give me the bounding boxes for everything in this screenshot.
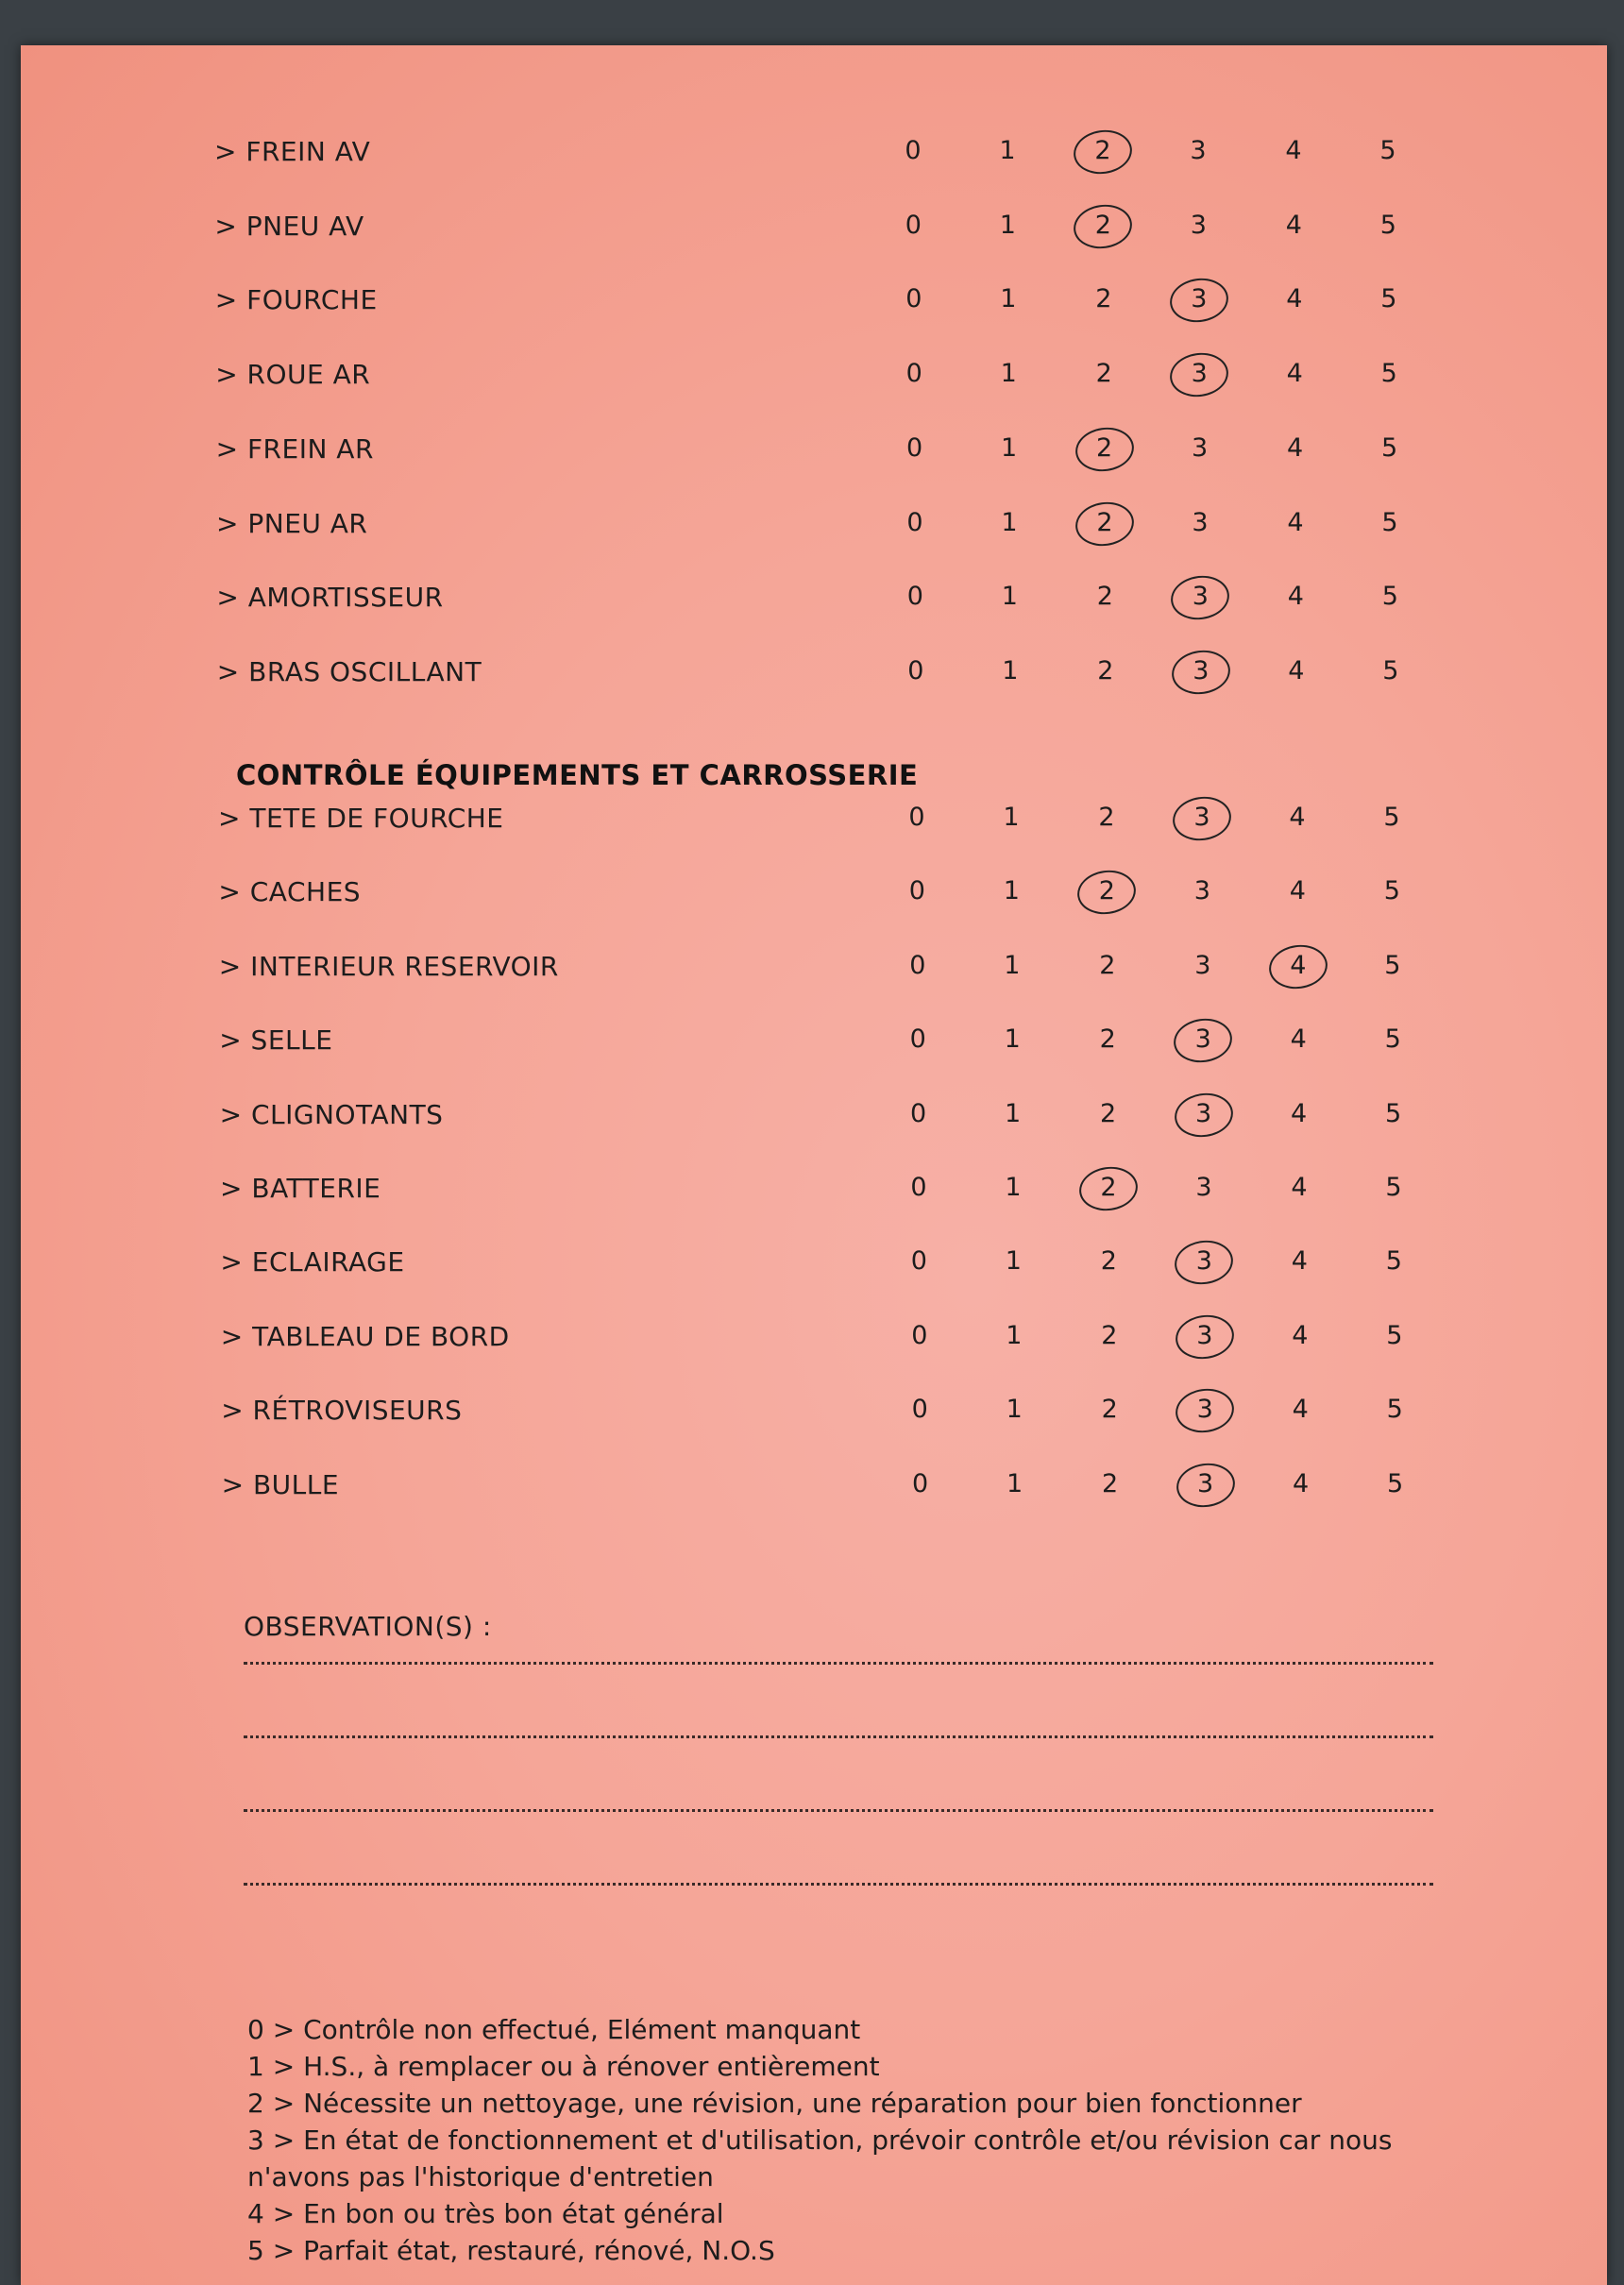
score-option-4[interactable]: 4 [1286,284,1303,314]
score-option-4[interactable]: 4 [1288,655,1305,686]
score-option-1[interactable]: 1 [1005,1098,1022,1128]
score-option-2[interactable]: 2 [1070,205,1136,246]
score-option-2[interactable]: 2 [1100,1098,1117,1128]
score-option-4[interactable]: 4 [1285,136,1302,165]
score-option-5[interactable]: 5 [1379,136,1396,165]
score-option-2[interactable]: 2 [1074,871,1140,912]
score-option-5[interactable]: 5 [1385,1173,1402,1202]
score-option-0[interactable]: 0 [910,1173,927,1202]
score-option-3[interactable]: 3 [1173,1464,1239,1505]
control-row-label: > PNEU AR [216,507,368,539]
score-option-5[interactable]: 5 [1381,507,1398,537]
control-row-label: > FREIN AV [214,136,371,167]
score-option-0[interactable]: 0 [905,284,922,314]
score-option-3[interactable]: 3 [1195,1173,1212,1202]
legend-item: 4 > En bon ou très bon état général [247,2198,724,2229]
score-option-4[interactable]: 4 [1290,1024,1307,1055]
score-option-1[interactable]: 1 [1003,803,1020,832]
control-row-label: > INTERIEUR RESERVOIR [218,950,559,982]
score-option-3[interactable]: 3 [1192,432,1209,463]
observation-line[interactable] [244,1735,1433,1738]
score-option-1[interactable]: 1 [1005,1246,1022,1277]
control-row [219,938,1446,994]
control-row-label: > FREIN AR [215,432,374,465]
control-row [217,643,1445,700]
control-row [214,197,1442,254]
control-row [220,1159,1447,1216]
score-option-1[interactable]: 1 [1001,432,1018,463]
score-option-2[interactable]: 2 [1095,359,1112,389]
score-option-0[interactable]: 0 [905,136,922,165]
score-option-3[interactable]: 3 [1190,210,1207,240]
score-option-5[interactable]: 5 [1380,284,1397,314]
score-option-3[interactable]: 3 [1167,576,1233,618]
score-option-3[interactable]: 3 [1192,507,1209,537]
control-row [218,863,1446,920]
score-option-0[interactable]: 0 [909,1024,926,1055]
score-option-4[interactable]: 4 [1285,210,1302,240]
score-option-5[interactable]: 5 [1380,359,1397,389]
score-option-2[interactable]: 2 [1099,1024,1116,1055]
score-option-1[interactable]: 1 [1001,582,1018,612]
score-option-2[interactable]: 2 [1100,1246,1117,1277]
control-row-label: > AMORTISSEUR [216,582,444,614]
score-option-0[interactable]: 0 [907,655,924,686]
control-row-label: > CLIGNOTANTS [219,1098,444,1130]
control-row-label: > SELLE [219,1024,333,1057]
score-option-1[interactable]: 1 [1006,1320,1023,1350]
legend-item: 0 > Contrôle non effectué, Elément manquant [247,2014,861,2045]
control-row-label: > TETE DE FOURCHE [218,803,504,834]
score-option-3[interactable]: 3 [1166,353,1232,395]
score-option-4[interactable]: 4 [1291,1098,1308,1128]
score-option-0[interactable]: 0 [905,210,922,240]
score-option-5[interactable]: 5 [1381,432,1398,463]
observation-line[interactable] [244,1662,1433,1665]
observation-line[interactable] [244,1883,1433,1886]
score-option-2[interactable]: 2 [1101,1320,1118,1350]
score-option-2[interactable]: 2 [1098,803,1115,832]
score-option-0[interactable]: 0 [908,803,925,832]
score-option-1[interactable]: 1 [999,210,1016,240]
score-option-1[interactable]: 1 [1003,876,1020,906]
control-row [222,1456,1449,1513]
score-option-5[interactable]: 5 [1381,582,1398,612]
score-option-1[interactable]: 1 [1004,1024,1021,1055]
score-option-5[interactable]: 5 [1386,1395,1403,1425]
score-option-4[interactable]: 4 [1287,582,1304,612]
score-option-0[interactable]: 0 [910,1098,927,1128]
control-row-label: > CACHES [218,876,362,908]
score-option-3[interactable]: 3 [1170,1019,1236,1060]
control-row [219,1011,1446,1068]
score-option-0[interactable]: 0 [906,507,923,537]
score-option-1[interactable]: 1 [1000,359,1017,389]
score-option-0[interactable]: 0 [909,950,926,980]
score-option-0[interactable]: 0 [910,1246,927,1277]
score-option-1[interactable]: 1 [1007,1468,1023,1498]
score-option-0[interactable]: 0 [905,359,922,389]
score-option-3[interactable]: 3 [1194,950,1211,980]
score-option-4[interactable]: 4 [1292,1320,1309,1350]
control-row [221,1381,1448,1438]
score-option-4[interactable]: 4 [1286,359,1303,389]
score-option-5[interactable]: 5 [1384,950,1401,980]
score-option-3[interactable]: 3 [1193,876,1210,906]
score-option-2[interactable]: 2 [1096,582,1113,612]
score-option-4[interactable]: 4 [1289,876,1306,906]
score-option-2[interactable]: 2 [1099,950,1116,980]
score-option-3[interactable]: 3 [1190,136,1207,165]
score-option-4[interactable]: 4 [1289,803,1306,832]
score-option-1[interactable]: 1 [1004,950,1021,980]
score-option-4[interactable]: 4 [1291,1246,1308,1277]
score-option-4[interactable]: 4 [1292,1395,1309,1425]
control-row-label: > RÉTROVISEURS [221,1395,463,1427]
control-row [215,346,1443,402]
control-row [218,789,1446,846]
score-option-3[interactable]: 3 [1172,1315,1238,1357]
control-row [220,1086,1447,1142]
rating-legend [247,2011,1456,2269]
legend-item: 5 > Parfait état, restauré, rénové, N.O.S [247,2235,775,2266]
control-row [215,271,1443,328]
control-row [216,568,1444,625]
score-option-0[interactable]: 0 [912,1468,929,1498]
score-option-1[interactable]: 1 [999,136,1016,165]
score-option-2[interactable]: 2 [1095,284,1112,314]
observation-line[interactable] [244,1809,1433,1812]
score-option-5[interactable]: 5 [1384,1024,1401,1055]
score-option-5[interactable]: 5 [1383,876,1400,906]
control-row [216,420,1444,477]
score-option-1[interactable]: 1 [1005,1173,1022,1202]
control-row [220,1233,1447,1290]
score-option-3[interactable]: 3 [1166,279,1232,320]
score-option-2[interactable]: 2 [1101,1395,1118,1425]
score-option-1[interactable]: 1 [1001,507,1018,537]
score-option-2[interactable]: 2 [1102,1468,1119,1498]
control-row-label: > TABLEAU DE BORD [220,1320,510,1352]
control-row-label: > BRAS OSCILLANT [216,655,482,687]
score-option-1[interactable]: 1 [1006,1395,1023,1425]
score-option-2[interactable]: 2 [1072,428,1138,469]
score-option-3[interactable]: 3 [1169,797,1235,838]
control-row-label: > BATTERIE [220,1173,381,1204]
control-row [216,495,1444,551]
control-row-label: > BULLE [221,1468,340,1500]
control-row-label: > ROUE AR [215,359,371,391]
score-option-0[interactable]: 0 [911,1320,928,1350]
legend-item: 2 > Nécessite un nettoyage, une révision, une réparation pour bien fonctionner [247,2088,1302,2119]
score-option-2[interactable]: 2 [1075,1167,1142,1209]
score-option-5[interactable]: 5 [1379,210,1396,240]
score-option-0[interactable]: 0 [911,1395,928,1425]
control-row-label: > PNEU AV [214,210,364,242]
score-option-5[interactable]: 5 [1385,1246,1402,1277]
legend-item: 1 > H.S., à remplacer ou à rénover entièrement [247,2051,880,2082]
score-option-2[interactable]: 2 [1070,130,1136,172]
score-option-5[interactable]: 5 [1387,1468,1404,1498]
score-option-1[interactable]: 1 [1002,655,1019,686]
score-option-3[interactable]: 3 [1168,651,1234,692]
score-option-3[interactable]: 3 [1172,1389,1238,1430]
score-option-4[interactable]: 4 [1265,945,1331,987]
control-row-label: > FOURCHE [214,284,378,316]
score-option-5[interactable]: 5 [1382,655,1399,686]
score-option-2[interactable]: 2 [1072,502,1138,544]
control-row [214,123,1442,179]
score-option-4[interactable]: 4 [1287,507,1304,537]
legend-item: 3 > En état de fonctionnement et d'utilisation, prévoir contrôle et/ou révision car nous n'avons pas l'historique d'entretien [247,2124,1393,2192]
score-option-3[interactable]: 3 [1171,1241,1237,1282]
score-option-3[interactable]: 3 [1171,1093,1237,1135]
score-option-4[interactable]: 4 [1293,1468,1310,1498]
score-option-1[interactable]: 1 [1000,284,1017,314]
section-title: CONTRÔLE ÉQUIPEMENTS ET CARROSSERIE [236,759,919,791]
observations-title: OBSERVATION(S) : [244,1611,492,1642]
score-option-5[interactable]: 5 [1383,803,1400,832]
score-option-0[interactable]: 0 [906,432,923,463]
score-option-0[interactable]: 0 [906,582,923,612]
score-option-5[interactable]: 5 [1386,1320,1403,1350]
score-option-5[interactable]: 5 [1385,1098,1402,1128]
score-option-4[interactable]: 4 [1291,1173,1308,1202]
score-option-4[interactable]: 4 [1287,432,1304,463]
inspection-sheet [21,45,1607,2285]
control-row-label: > ECLAIRAGE [220,1246,405,1278]
control-row [221,1308,1448,1364]
score-option-0[interactable]: 0 [908,876,925,906]
score-option-2[interactable]: 2 [1097,655,1114,686]
